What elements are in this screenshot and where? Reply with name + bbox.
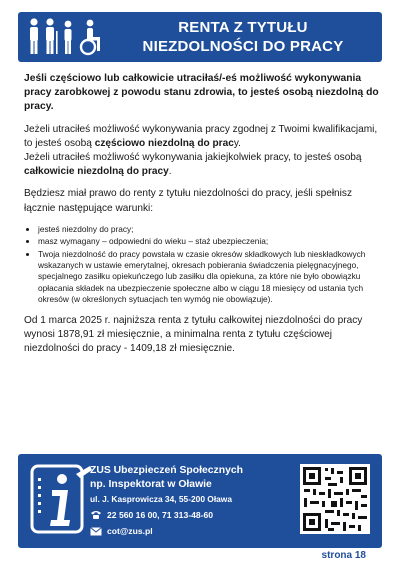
email-row xyxy=(90,526,153,536)
email-link[interactable]: cot@zus.pl xyxy=(107,526,153,536)
page-title: RENTA Z TYTUŁU NIEZDOLNOŚCI DO PRACY xyxy=(142,19,344,55)
people-disability-icon xyxy=(24,17,108,57)
header-banner xyxy=(18,12,382,62)
qr-code[interactable] xyxy=(300,464,370,534)
list-item: • Twoja niezdolność do pracy powstała w czasie okresów składkowych lub nieskładkowych wskazanych w ustawie emerytalnej, okresach pobierania świadczenia pielęgnacyjnego, specjalnego zasiłku opiekuńczego lub zasiłku dla opiekuna, za które nie było obowiązku opłacania składek na ubezpieczenie społeczne albo w ciągu 18 miesięcy od ustania tych okresów (w określonych sytuacjach ten wymóg nie obowiązuje). xyxy=(38,249,380,306)
conditions-intro: Będziesz miał prawo do renty z tytułu niezdolności do pracy, jeśli spełnisz łącznie następujące warunki: xyxy=(24,188,353,214)
contact-footer xyxy=(18,454,382,548)
list-item: • jesteś niezdolny do pracy; xyxy=(38,224,380,235)
org-name: ZUS Ubezpieczeń Społecznych np. Inspektorat w Oławie xyxy=(90,465,244,490)
phone-numbers[interactable]: 22 560 16 00, 71 313-48-60 xyxy=(107,510,214,520)
phone-icon xyxy=(90,510,102,520)
info-icon xyxy=(30,464,96,538)
page-number: strona 18 xyxy=(321,550,366,561)
conditions-list xyxy=(24,224,380,306)
intro-lead: Jeśli częściowo lub całkowicie utraciłaś/-eś możliwość wykonywania pracy zarobkowej z powodu stanu zdrowia, to jesteś osobą niezdolną do pracy. xyxy=(24,73,379,113)
phone-row xyxy=(90,510,213,520)
amounts-paragraph: Od 1 marca 2025 r. najniższa renta z tytułu całkowitej niezdolności do pracy wynosi 1878,91 zł miesięcznie, a minimalna renta z tytułu częściowej niezdolności do pracy - 1409,18 zł miesięcznie. xyxy=(24,314,363,355)
document-body xyxy=(24,72,380,364)
mail-icon xyxy=(90,527,102,536)
address: ul. J. Kasprowicza 34, 55-200 Oława xyxy=(90,494,232,504)
list-item: • masz wymagany – odpowiedni do wieku – staż ubezpieczenia; xyxy=(38,236,380,247)
definitions: Jeżeli utraciłeś możliwość wykonywania pracy zgodnej z Twoimi kwalifikacjami, to jesteś osobą częściowo niezdolną do pracy. Jeżeli utraciłeś możliwość wykonywania jakiejkolwiek pracy, to jesteś osobą całkowicie niezdolną do pracy. xyxy=(24,123,378,178)
